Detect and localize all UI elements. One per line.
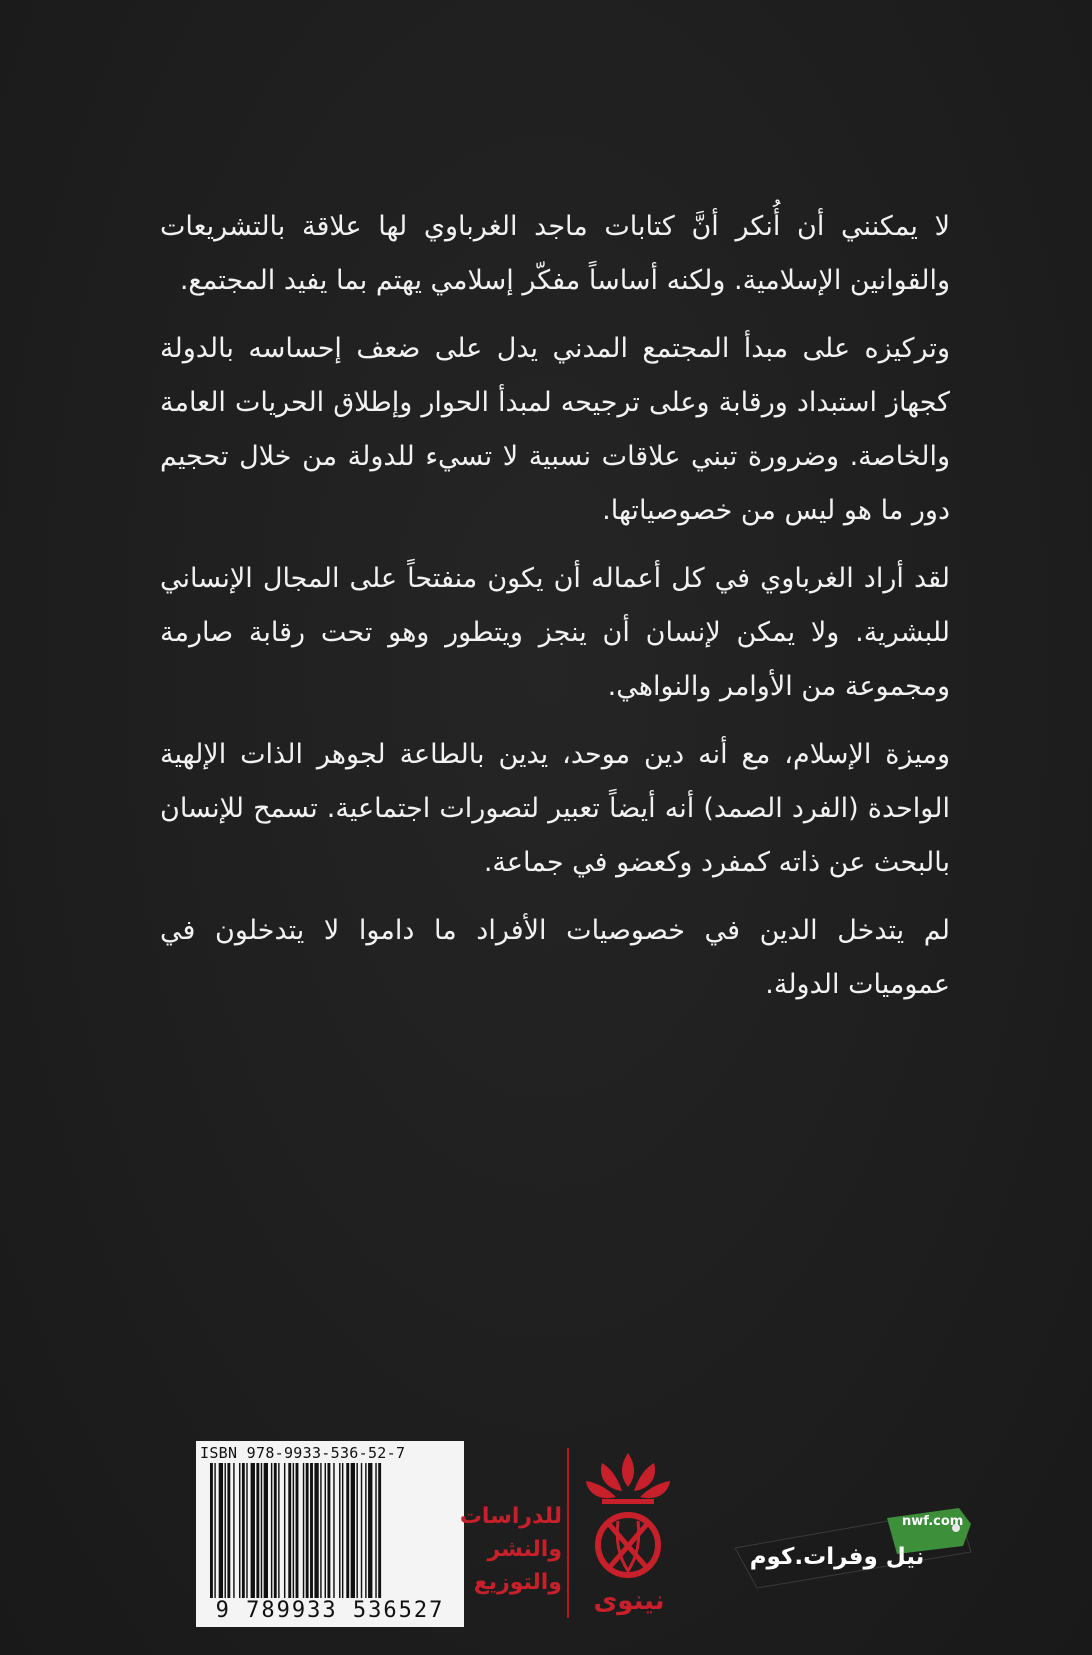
blurb-paragraph-5: لم يتدخل الدين في خصوصيات الأفراد ما داموا لا يتدخلون في عموميات الدولة. <box>160 915 950 1000</box>
barcode-bar <box>361 1463 362 1598</box>
barcode-bar <box>251 1463 255 1598</box>
barcode-bar <box>278 1463 279 1598</box>
barcode-bar <box>242 1463 245 1598</box>
barcode-bar <box>339 1463 340 1598</box>
barcode-bar <box>210 1463 213 1598</box>
barcode-bar <box>375 1463 376 1598</box>
publisher-name: نينوى <box>593 1586 665 1616</box>
barcode-bar <box>325 1463 326 1598</box>
store-name: نيل وفرات.كوم <box>749 1544 925 1570</box>
barcode-bar <box>288 1463 291 1598</box>
publisher-tagline-line-3: والتوزيع <box>473 1570 562 1595</box>
barcode-bar <box>346 1463 349 1598</box>
barcode-bars <box>208 1463 453 1598</box>
barcode-bar <box>296 1463 299 1598</box>
isbn-text: ISBN 978-9933-536-52-7 <box>200 1444 406 1462</box>
barcode-bar <box>233 1463 234 1598</box>
barcode-bar <box>274 1463 277 1598</box>
barcode-bar <box>214 1463 215 1598</box>
barcode-bar <box>306 1463 309 1598</box>
blurb-paragraph-1: لا يمكنني أن أُنكر أنَّ كتابات ماجد الغرباوي لها علاقة بالتشريعات والقوانين الإسلامية. ولكنه أساساً مفكّر إسلامي يهتم بما يفيد المجتمع. <box>160 211 950 296</box>
store-url: nwf.com <box>902 1514 964 1529</box>
publisher-tagline <box>440 1500 562 1599</box>
barcode-bar <box>225 1463 226 1598</box>
publisher-tagline-line-1: للدراسات <box>459 1504 562 1529</box>
blurb-paragraph-4: وميزة الإسلام، مع أنه دين موحد، يدين بالطاعة لجوهر الذات الإلهية الواحدة (الفرد الصمد) أنه أيضاً تعبير لتصورات اجتماعية. تسمح للإنسان بالبحث عن ذاته كمفرد وكعضو في جماعة. <box>160 739 950 878</box>
blurb-text <box>160 200 950 1026</box>
barcode-bar <box>271 1463 272 1598</box>
barcode-bar <box>327 1463 330 1598</box>
publisher-tagline-line-2: والنشر <box>487 1537 562 1562</box>
barcode-bar <box>368 1463 372 1598</box>
barcode-bar <box>219 1463 223 1598</box>
barcode-bar <box>351 1463 355 1598</box>
barcode-bar <box>293 1463 294 1598</box>
publisher-divider <box>567 1448 569 1618</box>
barcode-bar <box>310 1463 313 1598</box>
barcode-bar <box>264 1463 268 1598</box>
blurb-paragraph-3: لقد أراد الغرباوي في كل أعماله أن يكون منفتحاً على المجال الإنساني للبشرية. ولا يمكن لإنسان أن ينجز ويتطور وهو تحت رقابة صارمة ومجموعة من الأوامر والنواهي. <box>160 563 950 702</box>
barcode-bar <box>303 1463 304 1598</box>
barcode-bar <box>246 1463 247 1598</box>
barcode-bar <box>356 1463 357 1598</box>
barcode-bar <box>365 1463 366 1598</box>
blurb-paragraph-2: وتركيزه على مبدأ المجتمع المدني يدل على ضعف إحساسه بالدولة كجهاز استبداد ورقابة وعلى ترجيحه لمبدأ الحوار وإطلاق الحريات العامة والخاصة. وضرورة تبني علاقات نسبية لا تسيء للدولة من خلال تحجيم دور ما هو ليس من خصوصياتها. <box>160 333 950 526</box>
barcode-bar <box>342 1463 343 1598</box>
barcode-bar <box>227 1463 230 1598</box>
barcode-number: 9 789933 536527 <box>215 1598 445 1623</box>
isbn-barcode <box>196 1441 464 1627</box>
barcode-bar <box>261 1463 262 1598</box>
barcode-bar <box>333 1463 334 1598</box>
barcode-bar <box>378 1463 381 1598</box>
barcode-bar <box>239 1463 240 1598</box>
barcode-bar <box>320 1463 321 1598</box>
barcode-bar <box>256 1463 259 1598</box>
barcode-bar <box>284 1463 285 1598</box>
barcode-bar <box>314 1463 318 1598</box>
